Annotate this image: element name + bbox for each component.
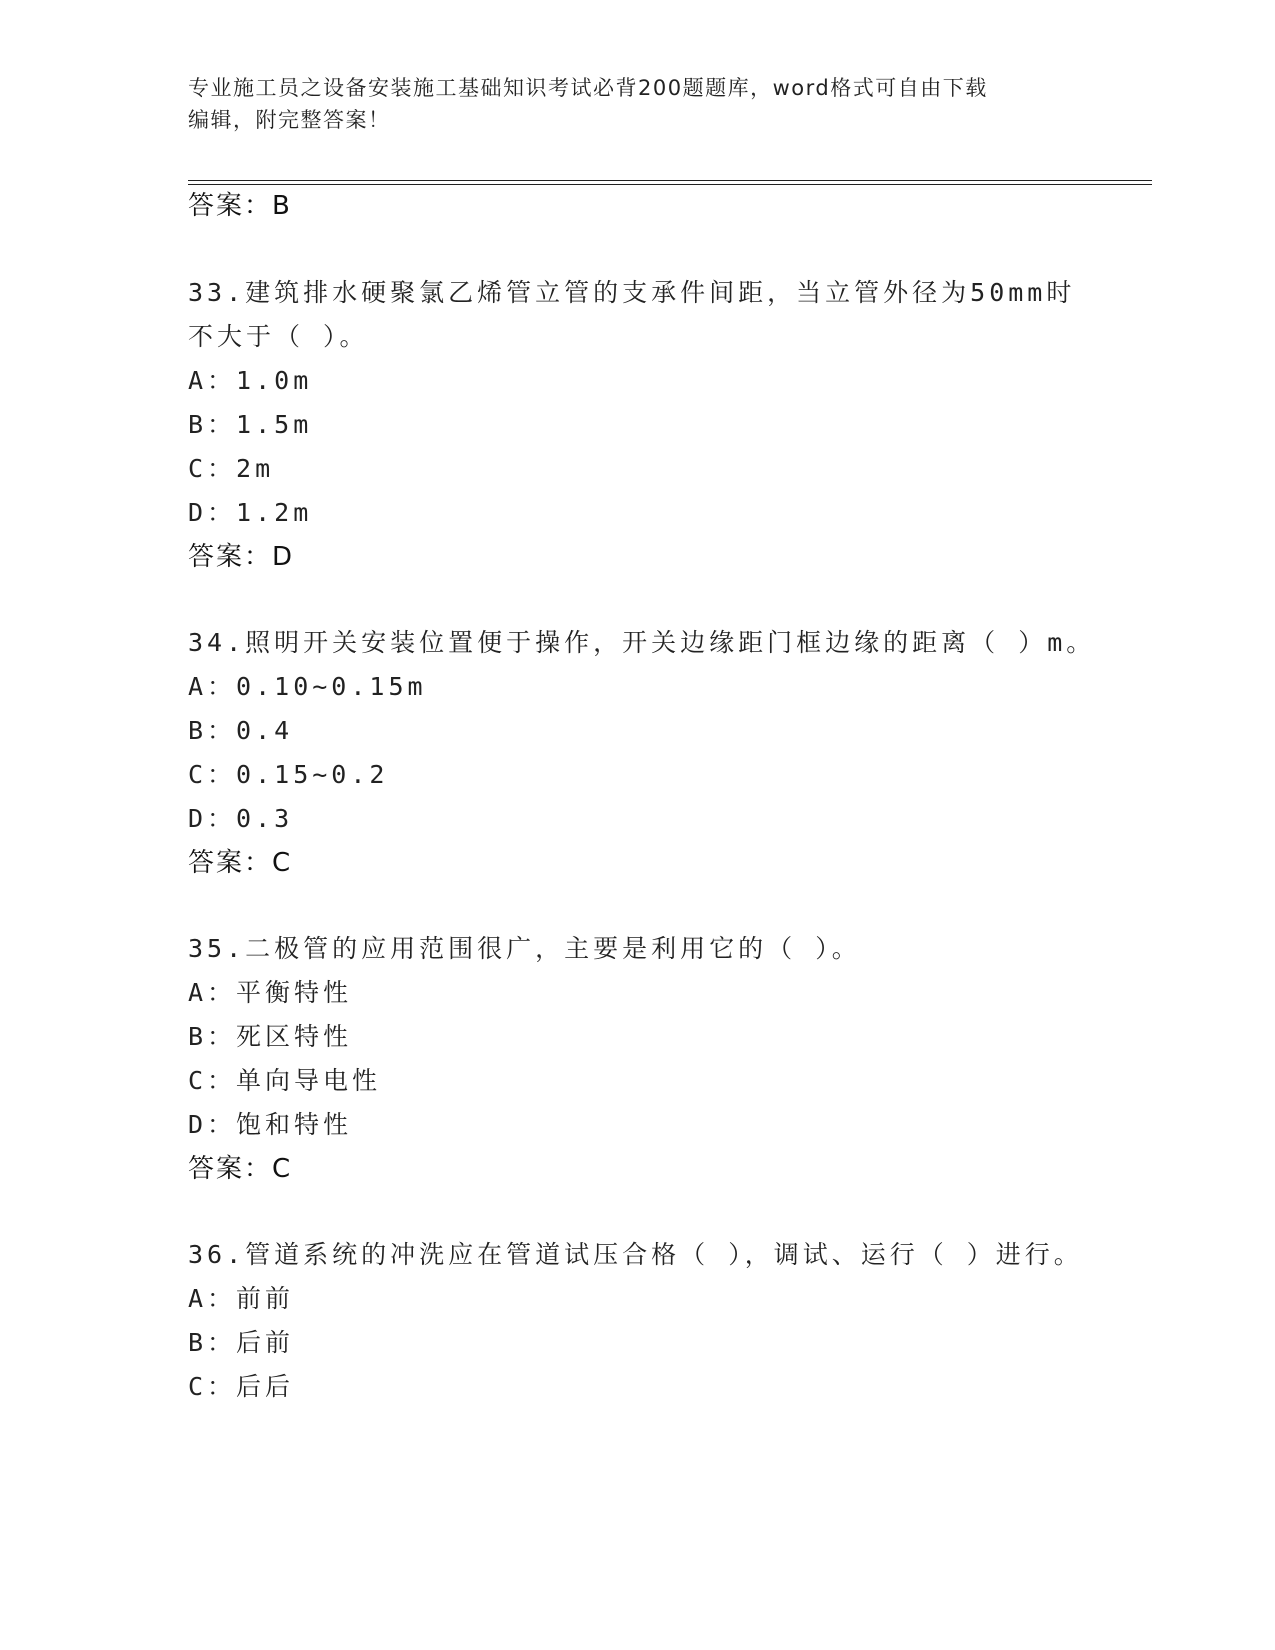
question-33-option-a: A：1.0m — [188, 366, 313, 395]
question-35-option-b: B：死区特性 — [188, 1022, 353, 1051]
answer-q32: 答案：B — [188, 191, 292, 221]
question-33-option-b: B：1.5m — [188, 410, 313, 439]
answer-q33: 答案：D — [188, 542, 295, 572]
question-34-stem: 34.照明开关安装位置便于操作，开关边缘距门框边缘的距离（ ）m。 — [188, 628, 1096, 657]
header-line-2: 编辑，附完整答案！ — [188, 108, 391, 132]
question-35-option-d: D：饱和特性 — [188, 1110, 353, 1139]
header-line-1: 专业施工员之设备安装施工基础知识考试必背200题题库，word格式可自由下载 — [188, 76, 988, 100]
question-33-stem-line-1: 33.建筑排水硬聚氯乙烯管立管的支承件间距，当立管外径为50mm时 — [188, 278, 1076, 307]
question-35-option-c: C：单向导电性 — [188, 1066, 382, 1095]
question-35-stem: 35.二极管的应用范围很广，主要是利用它的（ ）。 — [188, 934, 861, 963]
question-36-option-a: A：前前 — [188, 1284, 295, 1313]
question-36-stem: 36.管道系统的冲洗应在管道试压合格（ ），调试、运行（ ）进行。 — [188, 1240, 1083, 1269]
document-header — [188, 72, 1088, 136]
answer-q35: 答案：C — [188, 1154, 293, 1184]
question-34-option-d: D：0.3 — [188, 804, 294, 833]
header-divider-top — [188, 180, 1152, 181]
answer-q34: 答案：C — [188, 848, 293, 878]
header-divider-bottom — [188, 184, 1152, 185]
question-36-option-c: C：后后 — [188, 1372, 295, 1401]
question-35-option-a: A：平衡特性 — [188, 978, 353, 1007]
question-34-option-c: C：0.15~0.2 — [188, 760, 389, 789]
question-34-option-a: A：0.10~0.15m — [188, 672, 427, 701]
question-33-stem-line-2: 不大于（ ）。 — [188, 322, 369, 351]
question-36-option-b: B：后前 — [188, 1328, 295, 1357]
question-33-option-d: D：1.2m — [188, 498, 313, 527]
question-34-option-b: B：0.4 — [188, 716, 294, 745]
question-33-option-c: C：2m — [188, 454, 275, 483]
